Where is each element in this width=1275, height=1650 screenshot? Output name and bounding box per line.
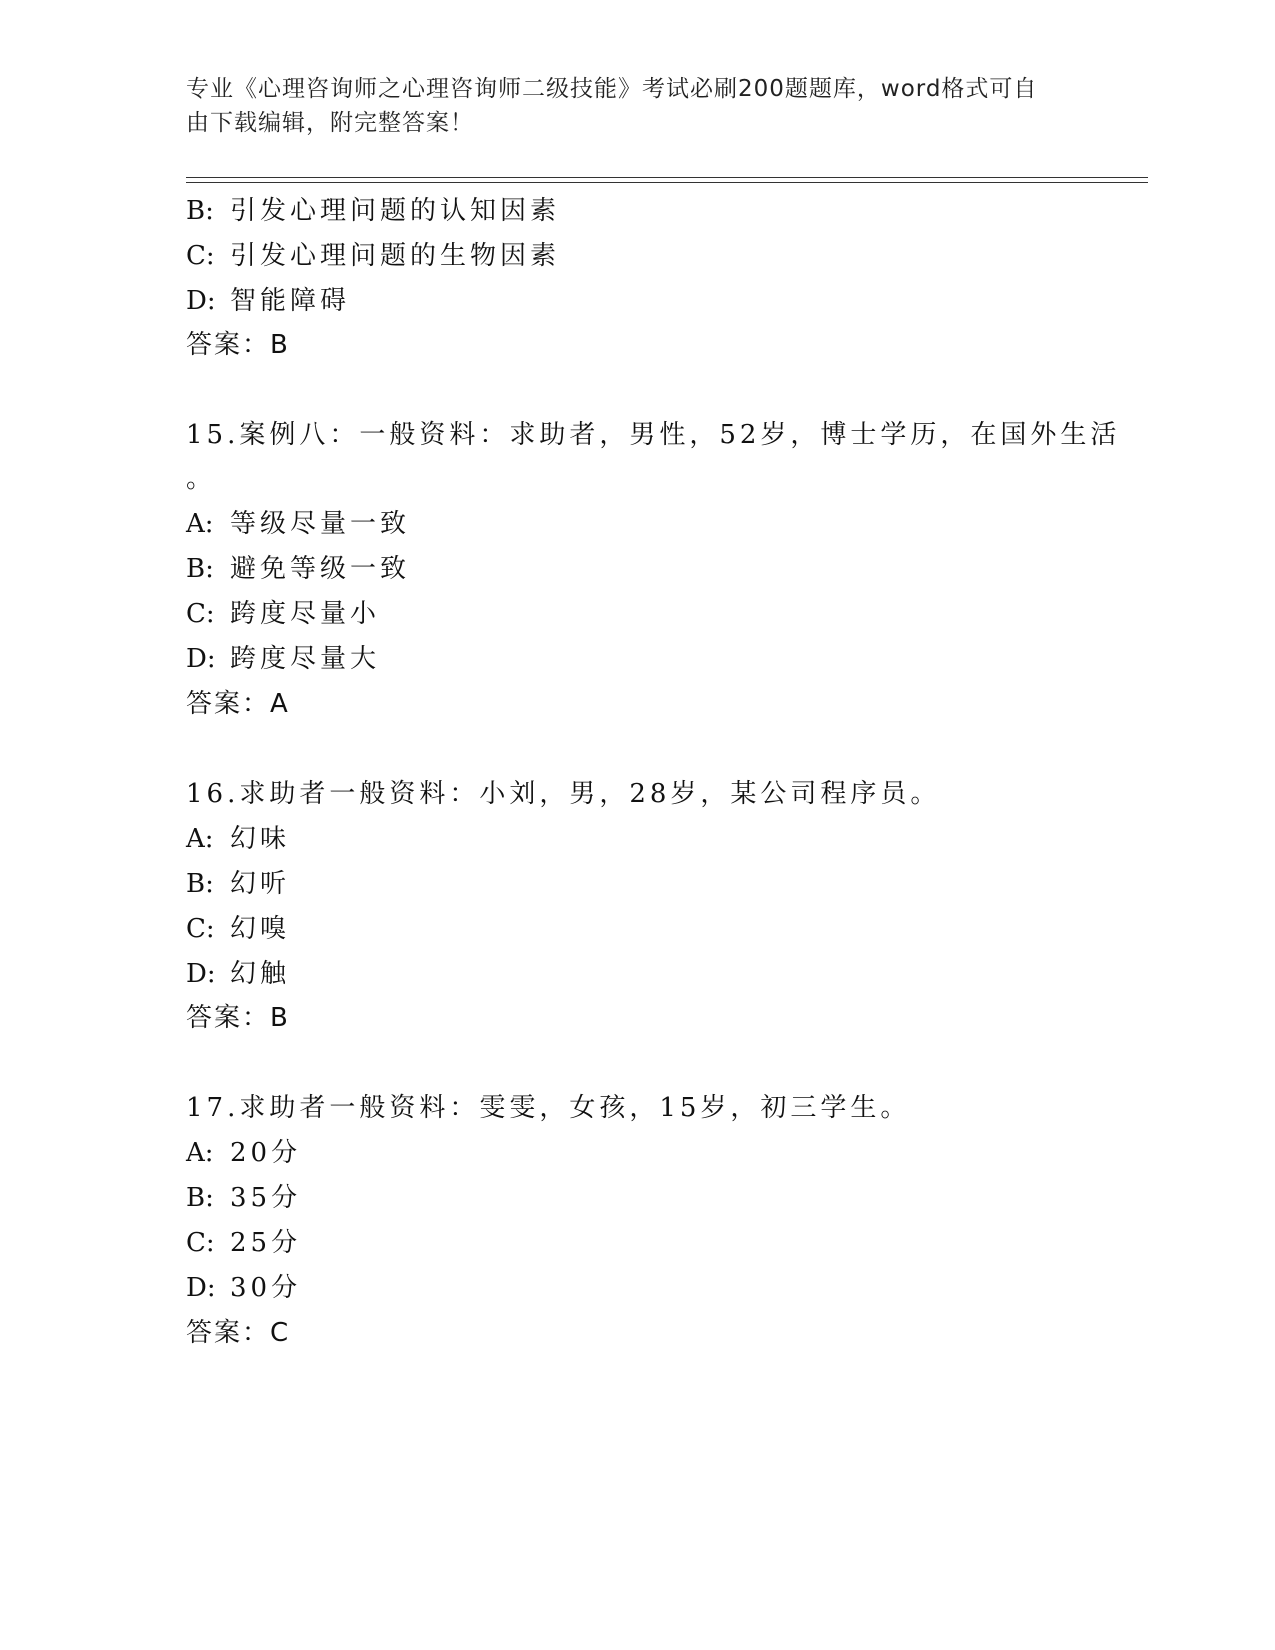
option-letter: B: [186, 869, 214, 899]
option-letter: B: [186, 1183, 214, 1213]
header-divider-top [186, 177, 1148, 178]
option-letter: B: [186, 196, 214, 226]
question-stem: 17.求助者一般资料：雯雯，女孩，15岁，初三学生。 [186, 1093, 911, 1123]
option-text: 跨度尽量小 [230, 599, 381, 629]
option-d [186, 281, 350, 321]
header-line-1: 专业《心理咨询师之心理咨询师二级技能》考试必刷200题题库，word格式可自 [186, 76, 1038, 102]
option-text: 20分 [230, 1138, 302, 1168]
option-letter: D: [186, 959, 216, 989]
option-b [186, 864, 290, 904]
option-a [186, 504, 410, 544]
answer-line: 答案：A [186, 689, 290, 719]
option-letter: D: [186, 1273, 216, 1303]
option-text: 引发心理问题的认知因素 [230, 196, 561, 226]
option-a [186, 819, 290, 859]
question-stem-continued: 。 [186, 464, 217, 494]
option-letter: C: [186, 599, 215, 629]
question-stem: 15.案例八：一般资料：求助者，男性，52岁，博士学历，在国外生活 [186, 420, 1121, 450]
header-divider-bottom [186, 182, 1148, 183]
option-text: 跨度尽量大 [230, 644, 381, 674]
option-letter: C: [186, 1228, 215, 1258]
option-b [186, 1178, 301, 1218]
option-letter: B: [186, 554, 214, 584]
option-b [186, 549, 410, 589]
option-text: 等级尽量一致 [230, 509, 411, 539]
option-text: 幻触 [230, 959, 291, 989]
option-text: 幻听 [230, 869, 291, 899]
option-text: 避免等级一致 [230, 554, 411, 584]
option-letter: A: [186, 509, 214, 539]
option-d [186, 954, 290, 994]
option-letter: C: [186, 241, 215, 271]
option-text: 35分 [230, 1183, 302, 1213]
option-b [186, 191, 560, 231]
option-text: 智能障碍 [230, 286, 351, 316]
option-c [186, 909, 290, 949]
option-c [186, 236, 560, 276]
option-letter: C: [186, 914, 215, 944]
option-text: 25分 [230, 1228, 302, 1258]
option-text: 幻嗅 [230, 914, 291, 944]
option-letter: A: [186, 824, 214, 854]
option-text: 幻味 [230, 824, 291, 854]
option-a [186, 1133, 301, 1173]
option-letter: D: [186, 286, 216, 316]
document-header [186, 72, 1066, 140]
option-c [186, 594, 380, 634]
option-c [186, 1223, 301, 1263]
option-text: 30分 [230, 1273, 302, 1303]
question-stem: 16.求助者一般资料：小刘，男，28岁，某公司程序员。 [186, 779, 941, 809]
option-d [186, 1268, 301, 1308]
answer-line: 答案：B [186, 1003, 290, 1033]
option-d [186, 639, 380, 679]
header-line-2: 由下载编辑，附完整答案！ [186, 110, 474, 136]
option-letter: D: [186, 644, 216, 674]
option-letter: A: [186, 1138, 214, 1168]
option-text: 引发心理问题的生物因素 [230, 241, 561, 271]
answer-line: 答案：C [186, 1318, 291, 1348]
answer-line: 答案：B [186, 330, 290, 360]
